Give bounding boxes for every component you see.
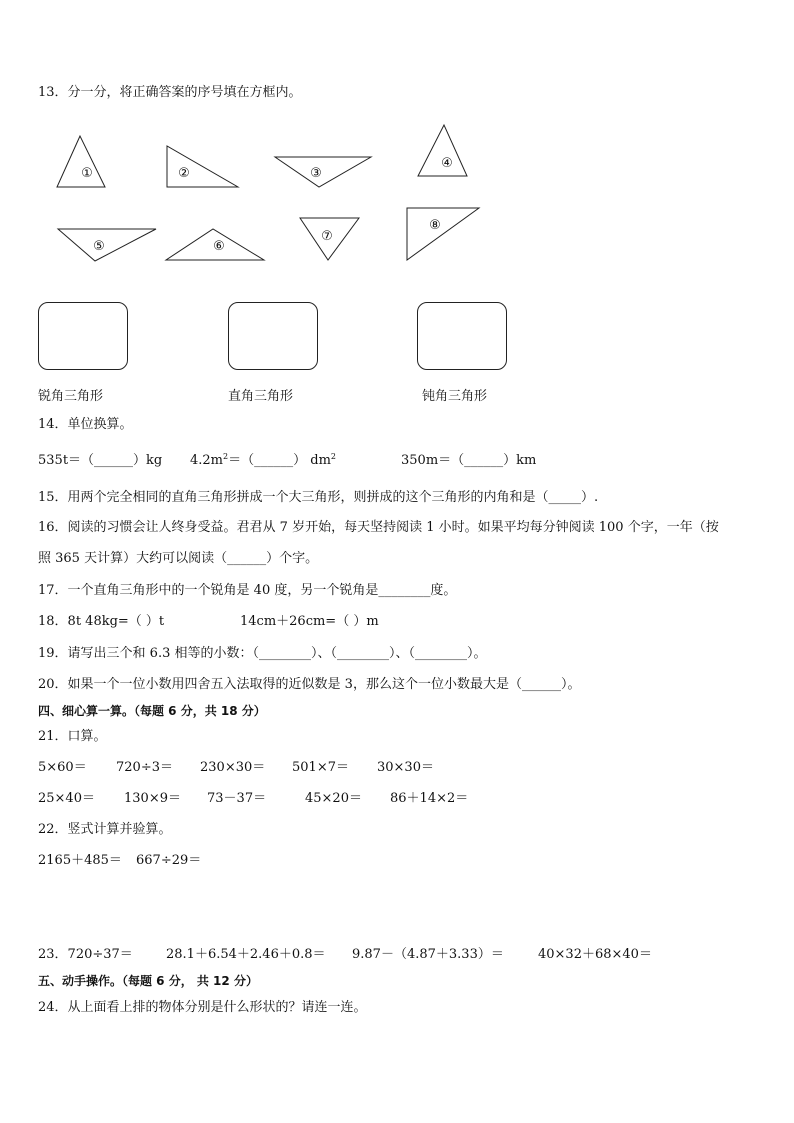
q16-line2: 照 365 天计算）大约可以阅读（______）个字。 [38, 551, 319, 566]
q23-b: 28.1＋6.54＋2.46＋0.8＝ [166, 947, 326, 962]
triangle-8 [407, 208, 479, 260]
q21-title: 21．口算。 [38, 729, 107, 744]
q23-d: 40×32＋68×40＝ [538, 947, 652, 962]
answer-box-acute[interactable] [38, 302, 128, 370]
q14-b: $4.2m^2=(\_\_\_\_\_\_)$ $dm^2$ [190, 452, 336, 468]
section-4-heading: 四、细心算一算。（每题 6 分，共 18 分） [38, 704, 266, 718]
answer-box-right[interactable] [228, 302, 318, 370]
triangle-label-8: ⑧ [429, 218, 441, 233]
q22-title: 22．竖式计算并验算。 [38, 822, 172, 837]
q21-r2-3: 73－37＝ [207, 791, 267, 806]
q14-a: 535t＝（______）kg [38, 453, 163, 468]
q22-a: 2165＋485＝ [38, 853, 122, 868]
triangle-label-5: ⑤ [93, 239, 105, 254]
q20: 20．如果一个一位小数用四舍五入法取得的近似数是 3，那么这个一位小数最大是（______）。 [38, 677, 581, 692]
q23-a: 23．720÷37＝ [38, 947, 133, 962]
triangle-label-4: ④ [441, 156, 453, 171]
triangle-5 [58, 229, 156, 261]
q21-r1-2: 720÷3＝ [116, 760, 173, 775]
triangle-label-6: ⑥ [213, 239, 225, 254]
q14-c: 350m＝（______）km [401, 453, 537, 468]
q21-r2-4: 45×20＝ [305, 791, 362, 806]
triangle-label-1: ① [81, 166, 93, 181]
q23-c: 9.87－（4.87＋3.33）＝ [352, 947, 504, 962]
q24: 24．从上面看上排的物体分别是什么形状的？请连一连。 [38, 1000, 367, 1015]
q18-a: 18．8t 48kg=（ ）t [38, 614, 165, 629]
q21-r1-1: 5×60＝ [38, 760, 87, 775]
q13-text: 13．分一分，将正确答案的序号填在方框内。 [38, 85, 302, 100]
q18-b: 14cm＋26cm=（ ）m [240, 614, 379, 629]
q21-r1-5: 30×30＝ [377, 760, 434, 775]
triangle-label-3: ③ [310, 166, 322, 181]
label-right-triangle: 直角三角形 [228, 389, 294, 404]
q16-line1: 16．阅读的习惯会让人终身受益。君君从 7 岁开始，每天坚持阅读 1 小时。如果平均每分钟阅读 100 个字，一年（按 [38, 520, 719, 535]
q21-r2-2: 130×9＝ [124, 791, 181, 806]
q21-r1-3: 230×30＝ [200, 760, 266, 775]
q19: 19．请写出三个和 6.3 相等的小数：（________）、（________）、（________）。 [38, 646, 487, 661]
q21-r2-1: 25×40＝ [38, 791, 95, 806]
triangle-label-7: ⑦ [321, 229, 333, 244]
label-acute-triangle: 锐角三角形 [38, 389, 104, 404]
q15: 15．用两个完全相同的直角三角形拼成一个大三角形，则拼成的这个三角形的内角和是（_____）. [38, 490, 599, 505]
answer-box-obtuse[interactable] [417, 302, 507, 370]
q14-title: 14．单位换算。 [38, 417, 133, 432]
q22-b: 667÷29＝ [136, 853, 202, 868]
q21-r2-5: 86＋14×2＝ [390, 791, 469, 806]
triangle-figures [0, 0, 794, 300]
label-obtuse-triangle: 钝角三角形 [422, 389, 488, 404]
triangle-label-2: ② [178, 166, 190, 181]
q21-r1-4: 501×7＝ [292, 760, 349, 775]
section-5-heading: 五、动手操作。（每题 6 分， 共 12 分） [38, 974, 258, 988]
triangle-3 [275, 157, 371, 187]
q17: 17．一个直角三角形中的一个锐角是 40 度，另一个锐角是________度。 [38, 583, 457, 598]
